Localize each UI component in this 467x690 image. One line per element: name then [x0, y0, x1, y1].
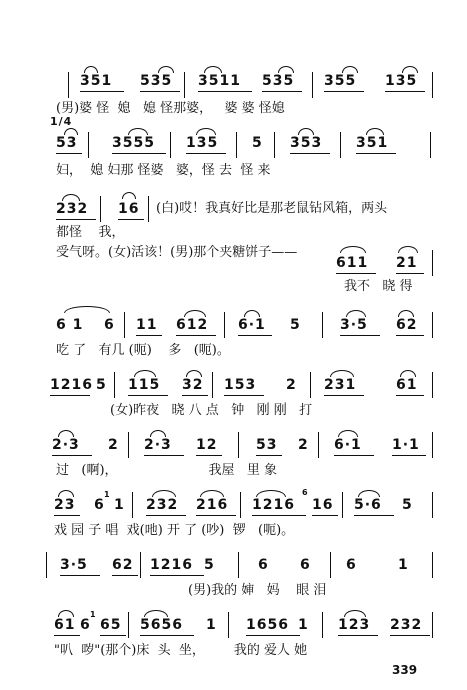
lyrics: 戏 园 子 唱 戏(吔) 开 了 (吵) 锣 (呃)。 — [54, 523, 295, 538]
note-group: 11 — [136, 317, 158, 333]
note-group: 2·3 — [144, 437, 172, 453]
spoken-line: 受气呀。(女)活该！(男)那个夹糖饼子—— — [56, 245, 298, 260]
note-group: 231 — [324, 377, 357, 393]
note-group: 135 — [186, 135, 219, 151]
note-group: 1 — [206, 617, 217, 633]
note-group: 611 — [336, 255, 369, 271]
note-group: 115 — [128, 377, 161, 393]
note-group: 3·5 — [60, 557, 88, 573]
lyrics: 都怪 我， — [56, 225, 125, 240]
note-group: 1656 — [246, 617, 289, 633]
note-group: 232 — [56, 201, 89, 217]
note-group: 16 — [312, 497, 334, 513]
note-group: 12 — [196, 437, 218, 453]
note-group: 1216 — [50, 377, 93, 393]
note-group: 5 — [290, 317, 301, 333]
note-group: 6 — [104, 317, 115, 333]
note-group: 6 1 — [56, 317, 84, 333]
note-group: 6 — [346, 557, 357, 573]
time-signature: 1/4 — [50, 115, 73, 128]
note-group: 5 — [96, 377, 107, 393]
lyrics: 妇， 媳 妇那 怪婆 婆，怪 去 怪 来 — [56, 163, 271, 178]
note-group: 5 — [204, 557, 215, 573]
page-number: 339 — [392, 663, 418, 677]
note-group: 16 — [118, 201, 140, 217]
grace-note: 1 — [90, 610, 96, 619]
note-group: 2·3 — [52, 437, 80, 453]
note-group: 2 — [108, 437, 119, 453]
note-group: 6 — [94, 497, 105, 513]
note-group: 1216 — [252, 497, 295, 513]
note-group: 3511 — [198, 73, 241, 89]
note-group: 6·1 — [334, 437, 362, 453]
note-group: 135 — [385, 73, 418, 89]
note-group: 353 — [290, 135, 323, 151]
note-group: 65 — [100, 617, 122, 633]
note-group: 216 — [196, 497, 229, 513]
note-group: 1 — [298, 617, 309, 633]
note-group: 6 — [80, 617, 91, 633]
note-group: 232 — [146, 497, 179, 513]
note-group: 6 — [300, 557, 311, 573]
note-group: 61 — [396, 377, 418, 393]
note-group: 23 — [54, 497, 76, 513]
note-group: 355 — [324, 73, 357, 89]
note-group: 6·1 — [238, 317, 266, 333]
lyrics: 吃 了 有几 (呃) 多 (呃)。 — [56, 343, 230, 358]
note-group: 232 — [390, 617, 423, 633]
note-group: 53 — [256, 437, 278, 453]
grace-note: 1 — [104, 490, 110, 499]
lyrics: (女)昨夜 晓 八 点 钟 刚 刚 打 — [110, 403, 313, 418]
note-group: 6 — [258, 557, 269, 573]
note-group: 351 — [356, 135, 389, 151]
note-group: 535 — [140, 73, 173, 89]
note-group: 5 — [402, 497, 413, 513]
lyrics: "叭 哕"(那个)床 头 坐， 我的 爱人 她 — [54, 643, 308, 658]
note-group: 5 — [252, 135, 263, 151]
lyrics: 我不 晓 得 — [344, 279, 413, 294]
lyrics: (男)婆 怪 媳 媳 怪那婆， 婆 婆 怪媳 — [56, 101, 285, 116]
note-group: 53 — [56, 135, 78, 151]
note-group: 351 — [80, 73, 113, 89]
note-group: 62 — [112, 557, 134, 573]
grace-note: 6 — [302, 488, 308, 497]
note-group: 61 — [54, 617, 76, 633]
note-group: 32 — [182, 377, 204, 393]
lyrics: (男)我的 婶 妈 眼 泪 — [188, 583, 327, 598]
note-group: 3555 — [112, 135, 155, 151]
note-group: 123 — [338, 617, 371, 633]
note-group: 5656 — [140, 617, 183, 633]
note-group: 1216 — [150, 557, 193, 573]
note-group: 62 — [396, 317, 418, 333]
note-group: 21 — [396, 255, 418, 271]
note-group: 1 — [114, 497, 125, 513]
note-group: 535 — [262, 73, 295, 89]
note-group: 153 — [224, 377, 257, 393]
note-group: 2 — [286, 377, 297, 393]
note-group: 5·6 — [354, 497, 382, 513]
note-group: 2 — [298, 437, 309, 453]
spoken-line: (白)哎！我真好比是那老鼠钻风箱，两头 — [156, 201, 388, 216]
lyrics: 过 (啊)， 我屋 里 象 — [56, 463, 277, 478]
note-group: 1 — [398, 557, 409, 573]
note-group: 1·1 — [392, 437, 420, 453]
note-group: 3·5 — [340, 317, 368, 333]
note-group: 612 — [176, 317, 209, 333]
